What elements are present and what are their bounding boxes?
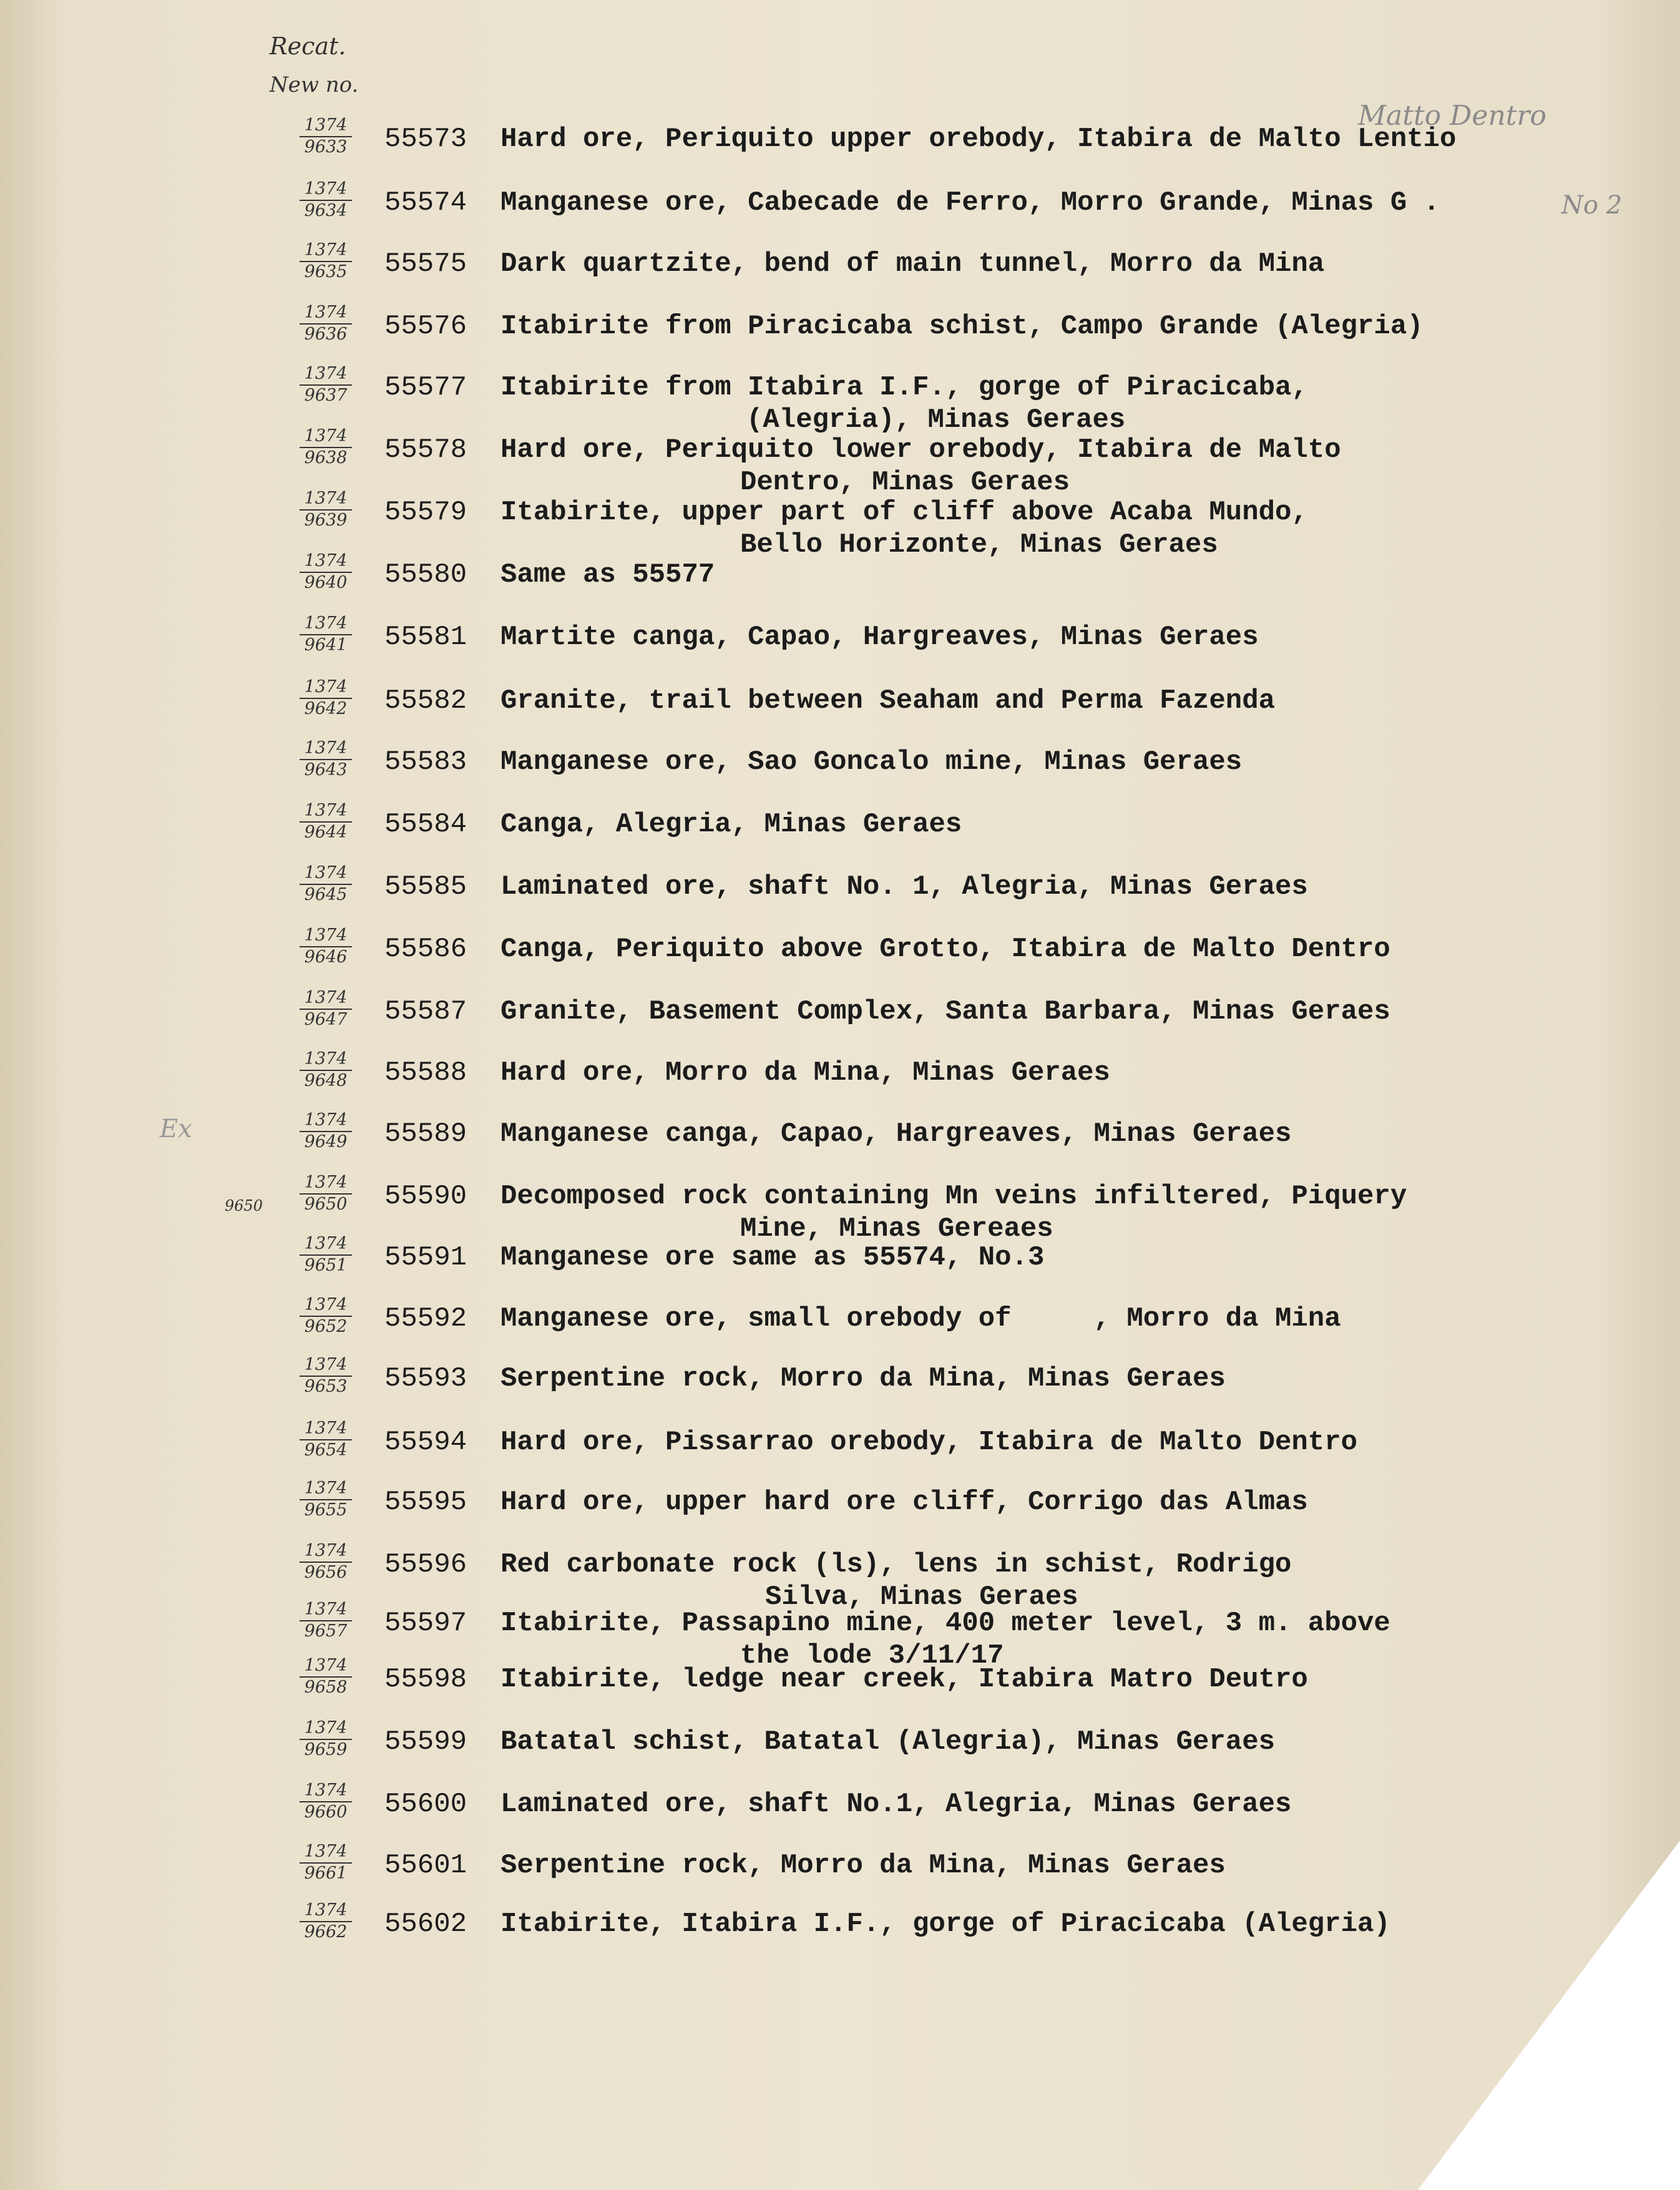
catalog-number-bottom: 9644	[304, 823, 348, 842]
catalog-row	[0, 1841, 1680, 1901]
catalog-number-top: 1374	[300, 677, 352, 699]
specimen-number: 55580	[384, 559, 467, 590]
annotation-matto-dentro: Matto Dentro	[1358, 100, 1546, 132]
specimen-description: Laminated ore, shaft No. 1, Alegria, Minas Geraes	[501, 871, 1308, 902]
catalog-number-top: 1374	[300, 1780, 352, 1802]
catalog-number-bottom: 9658	[304, 1678, 348, 1697]
specimen-number: 55595	[384, 1487, 467, 1518]
specimen-description: Canga, Periquito above Grotto, Itabira de Malto Dentro	[501, 934, 1390, 965]
specimen-description-continued: Dentro, Minas Geraes	[740, 467, 1070, 498]
catalog-row	[0, 1718, 1680, 1777]
catalog-number-top: 1374	[300, 1599, 352, 1621]
catalog-number-bottom: 9657	[304, 1621, 348, 1641]
catalog-number	[288, 1900, 363, 1942]
specimen-number: 55596	[384, 1549, 467, 1580]
catalog-number-bottom: 9641	[304, 635, 348, 655]
catalog-number-top: 1374	[300, 1110, 352, 1132]
specimen-description: Manganese ore, small orebody of , Morro da Mina	[501, 1303, 1341, 1334]
catalog-number-top: 1374	[300, 1900, 352, 1922]
catalog-number-top: 1374	[300, 1354, 352, 1377]
specimen-description: Itabirite from Itabira I.F., gorge of Piracicaba,	[501, 372, 1308, 403]
catalog-number-top: 1374	[300, 987, 352, 1010]
specimen-number: 55577	[384, 372, 467, 403]
catalog-number-bottom: 9642	[304, 699, 348, 718]
catalog-number	[288, 677, 363, 719]
catalog-row	[0, 1540, 1680, 1613]
specimen-description: Itabirite from Piracicaba schist, Campo Grande (Alegria)	[501, 311, 1424, 342]
specimen-number: 55591	[384, 1242, 467, 1273]
catalog-row	[0, 677, 1680, 736]
catalog-number-bottom: 9655	[304, 1500, 348, 1520]
catalog-number	[288, 1110, 363, 1152]
catalog-number-top: 1374	[300, 1418, 352, 1440]
catalog-row	[0, 426, 1680, 498]
specimen-number: 55581	[384, 622, 467, 653]
catalog-row	[0, 1655, 1680, 1715]
catalog-row	[0, 1172, 1680, 1244]
specimen-number: 55576	[384, 311, 467, 342]
specimen-number: 55582	[384, 685, 467, 716]
catalog-number	[288, 178, 363, 221]
catalog-row	[0, 863, 1680, 922]
catalog-number	[288, 1049, 363, 1091]
catalog-row	[0, 987, 1680, 1047]
catalog-row	[0, 738, 1680, 798]
specimen-description: Serpentine rock, Morro da Mina, Minas Geraes	[501, 1850, 1226, 1881]
catalog-row	[0, 1354, 1680, 1414]
catalog-number-top: 1374	[300, 613, 352, 635]
catalog-number-top: 1374	[300, 1718, 352, 1740]
catalog-number	[288, 1233, 363, 1276]
header-recat: Recat.	[270, 32, 346, 60]
specimen-number: 55601	[384, 1850, 467, 1881]
catalog-number	[288, 1599, 363, 1641]
catalog-number	[288, 1780, 363, 1822]
catalog-number-top: 1374	[300, 800, 352, 823]
catalog-number-bottom: 9645	[304, 885, 348, 904]
catalog-row	[0, 1780, 1680, 1840]
specimen-description: Itabirite, upper part of cliff above Acaba Mundo,	[501, 497, 1308, 528]
specimen-number: 55574	[384, 187, 467, 218]
specimen-description: Manganese canga, Capao, Hargreaves, Minas Geraes	[501, 1118, 1292, 1150]
catalog-number-bottom: 9639	[304, 511, 348, 530]
catalog-number-top: 1374	[300, 1049, 352, 1071]
catalog-number-top: 1374	[300, 488, 352, 511]
catalog-number-bottom: 9648	[304, 1071, 348, 1090]
specimen-description: Decomposed rock containing Mn veins infiltered, Piquery	[501, 1181, 1407, 1212]
catalog-number	[288, 1354, 363, 1397]
catalog-number-bottom: 9647	[304, 1010, 348, 1029]
specimen-number: 55575	[384, 248, 467, 280]
specimen-description: Batatal schist, Batatal (Alegria), Minas Geraes	[501, 1726, 1276, 1757]
catalog-row	[0, 488, 1680, 560]
catalog-number-top: 1374	[300, 426, 352, 448]
catalog-row	[0, 1418, 1680, 1478]
catalog-number-bottom: 9651	[304, 1256, 348, 1275]
specimen-number: 55588	[384, 1057, 467, 1088]
catalog-row	[0, 1233, 1680, 1293]
margin-number: 9650	[225, 1197, 263, 1215]
specimen-description: Itabirite, Passapino mine, 400 meter level, 3 m. above	[501, 1608, 1390, 1639]
catalog-number-bottom: 9646	[304, 947, 348, 967]
catalog-number	[288, 1418, 363, 1460]
catalog-row	[0, 613, 1680, 673]
specimen-number: 55578	[384, 434, 467, 466]
specimen-description: Hard ore, Morro da Mina, Minas Geraes	[501, 1057, 1110, 1088]
specimen-description-continued: Silva, Minas Geraes	[765, 1581, 1078, 1613]
specimen-description: Granite, Basement Complex, Santa Barbara, Minas Geraes	[501, 996, 1390, 1027]
specimen-number: 55573	[384, 124, 467, 155]
catalog-row	[0, 115, 1680, 175]
specimen-number: 55587	[384, 996, 467, 1027]
specimen-number: 55590	[384, 1181, 467, 1212]
catalog-row	[0, 302, 1680, 362]
catalog-number-top: 1374	[300, 863, 352, 885]
catalog-number-bottom: 9650	[304, 1195, 348, 1214]
specimen-number: 55599	[384, 1726, 467, 1757]
catalog-row	[0, 1478, 1680, 1538]
catalog-number-top: 1374	[300, 1478, 352, 1500]
specimen-number: 55586	[384, 934, 467, 965]
catalog-number	[288, 1540, 363, 1583]
specimen-number: 55597	[384, 1608, 467, 1639]
specimen-description: Hard ore, Pissarrao orebody, Itabira de Malto Dentro	[501, 1427, 1358, 1458]
catalog-row	[0, 1110, 1680, 1170]
catalog-row	[0, 240, 1680, 300]
specimen-description: Serpentine rock, Morro da Mina, Minas Geraes	[501, 1363, 1226, 1394]
specimen-number: 55589	[384, 1118, 467, 1150]
specimen-description: Hard ore, upper hard ore cliff, Corrigo das Almas	[501, 1487, 1308, 1518]
catalog-number-bottom: 9652	[304, 1317, 348, 1336]
catalog-number	[288, 115, 363, 157]
specimen-description: Canga, Alegria, Minas Geraes	[501, 809, 962, 840]
catalog-number-top: 1374	[300, 302, 352, 325]
catalog-number	[288, 1294, 363, 1337]
catalog-row	[0, 178, 1680, 238]
annotation-stray-mark: Ex	[160, 1115, 192, 1143]
catalog-number	[288, 800, 363, 843]
catalog-number	[288, 1718, 363, 1760]
specimen-number: 55592	[384, 1303, 467, 1334]
catalog-number-top: 1374	[300, 1841, 352, 1864]
catalog-number-top: 1374	[300, 1655, 352, 1678]
specimen-number: 55584	[384, 809, 467, 840]
catalog-number-bottom: 9637	[304, 386, 348, 405]
catalog-number-top: 1374	[300, 1233, 352, 1256]
catalog-number-top: 1374	[300, 738, 352, 760]
specimen-description: Manganese ore, Sao Goncalo mine, Minas Geraes	[501, 746, 1243, 778]
catalog-number	[288, 1478, 363, 1520]
specimen-number: 55594	[384, 1427, 467, 1458]
specimen-number: 55593	[384, 1363, 467, 1394]
catalog-number	[288, 426, 363, 468]
catalog-number	[288, 550, 363, 593]
specimen-number: 55585	[384, 871, 467, 902]
catalog-number-top: 1374	[300, 550, 352, 573]
catalog-number	[288, 1172, 363, 1215]
catalog-number-bottom: 9661	[304, 1864, 348, 1883]
specimen-number: 55598	[384, 1664, 467, 1695]
specimen-description: Same as 55577	[501, 559, 715, 590]
catalog-number-bottom: 9634	[304, 201, 348, 220]
specimen-description: Itabirite, ledge near creek, Itabira Matro Deutro	[501, 1664, 1308, 1695]
catalog-number-bottom: 9659	[304, 1740, 348, 1759]
specimen-description: Laminated ore, shaft No.1, Alegria, Minas Geraes	[501, 1789, 1292, 1820]
annotation-no2: No 2	[1561, 191, 1623, 220]
catalog-row	[0, 925, 1680, 985]
catalog-number	[288, 925, 363, 967]
catalog-number-top: 1374	[300, 925, 352, 947]
catalog-number	[288, 1655, 363, 1698]
specimen-number: 55583	[384, 746, 467, 778]
specimen-description: Dark quartzite, bend of main tunnel, Morro da Mina	[501, 248, 1325, 280]
catalog-number	[288, 240, 363, 282]
catalog-number-top: 1374	[300, 178, 352, 201]
catalog-number	[288, 363, 363, 406]
catalog-number-top: 1374	[300, 1172, 352, 1195]
catalog-number	[288, 987, 363, 1030]
catalog-number-bottom: 9636	[304, 325, 348, 344]
catalog-number-top: 1374	[300, 1294, 352, 1317]
catalog-number	[288, 488, 363, 530]
catalog-number-bottom: 9662	[304, 1922, 348, 1942]
catalog-number	[288, 302, 363, 345]
catalog-number-top: 1374	[300, 1540, 352, 1563]
specimen-description: Red carbonate rock (ls), lens in schist, Rodrigo	[501, 1549, 1292, 1580]
catalog-number-bottom: 9633	[304, 137, 348, 157]
specimen-description-continued: Bello Horizonte, Minas Geraes	[740, 529, 1218, 560]
specimen-description-continued: (Alegria), Minas Geraes	[746, 404, 1126, 436]
specimen-description: Hard ore, Periquito lower orebody, Itabira de Malto	[501, 434, 1341, 466]
specimen-number: 55600	[384, 1789, 467, 1820]
specimen-description: Granite, trail between Seaham and Perma Fazenda	[501, 685, 1276, 716]
catalog-row	[0, 1900, 1680, 1960]
specimen-description: Manganese ore same as 55574, No.3	[501, 1242, 1045, 1273]
specimen-description-continued: the lode 3/11/17	[740, 1640, 1004, 1671]
catalog-number-bottom: 9653	[304, 1377, 348, 1396]
specimen-number: 55602	[384, 1909, 467, 1940]
catalog-number-bottom: 9660	[304, 1802, 348, 1822]
catalog-number-bottom: 9640	[304, 573, 348, 592]
catalog-number-top: 1374	[300, 115, 352, 137]
specimen-description-continued: Mine, Minas Gereaes	[740, 1213, 1053, 1244]
header-new-no: New no.	[270, 72, 359, 97]
catalog-number-bottom: 9643	[304, 760, 348, 780]
catalog-row	[0, 1599, 1680, 1671]
catalog-number	[288, 738, 363, 780]
specimen-description: Hard ore, Periquito upper orebody, Itabira de Malto Lentio	[501, 124, 1457, 155]
specimen-description: Manganese ore, Cabecade de Ferro, Morro Grande, Minas G .	[501, 187, 1440, 218]
catalog-row	[0, 1049, 1680, 1108]
catalog-number-bottom: 9649	[304, 1132, 348, 1151]
catalog-number-top: 1374	[300, 240, 352, 262]
catalog-number-bottom: 9656	[304, 1563, 348, 1582]
catalog-number-bottom: 9638	[304, 448, 348, 467]
catalog-number-top: 1374	[300, 363, 352, 386]
catalog-number	[288, 613, 363, 655]
catalog-number-bottom: 9635	[304, 262, 348, 281]
catalog-row	[0, 550, 1680, 610]
catalog-row	[0, 800, 1680, 860]
specimen-number: 55579	[384, 497, 467, 528]
specimen-description: Martite canga, Capao, Hargreaves, Minas Geraes	[501, 622, 1259, 653]
catalog-number	[288, 863, 363, 905]
catalog-number	[288, 1841, 363, 1884]
specimen-description: Itabirite, Itabira I.F., gorge of Piracicaba (Alegria)	[501, 1909, 1390, 1940]
catalog-number-bottom: 9654	[304, 1440, 348, 1460]
catalog-row	[0, 1294, 1680, 1354]
catalog-row	[0, 363, 1680, 436]
